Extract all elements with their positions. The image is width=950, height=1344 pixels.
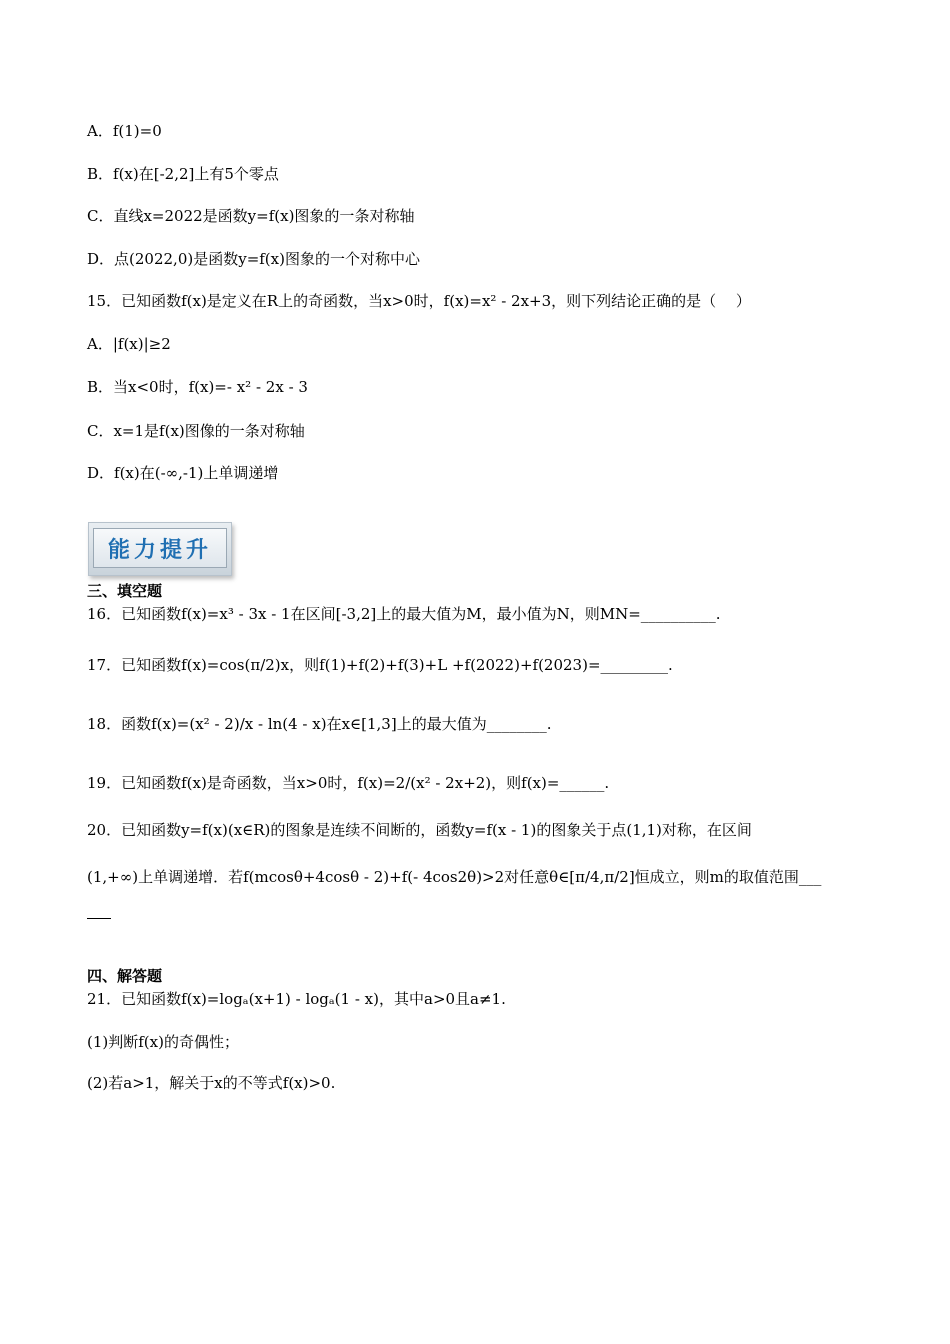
section-title-fill-in: 三、填空题: [87, 582, 163, 600]
q15-option-b: B．当x<0时，f(x)=- x² - 2x - 3: [87, 378, 308, 396]
question-18: 18．函数f(x)=(x² - 2)/x - ln(4 - x)在x∈[1,3]上的最大值为________.: [87, 715, 552, 733]
question-16: 16．已知函数f(x)=x³ - 3x - 1在区间[-3,2]上的最大值为M，最小值为N，则MN=__________.: [87, 605, 721, 623]
q14-option-c: C．直线x=2022是函数y=f(x)图象的一条对称轴: [87, 207, 415, 225]
q14-option-a: A．f(1)=0: [87, 122, 162, 140]
q14-option-d: D．点(2022,0)是函数y=f(x)图象的一个对称中心: [87, 250, 420, 268]
answer-blank-continuation: [87, 918, 111, 919]
question-21-part2: (2)若a>1，解关于x的不等式f(x)>0.: [87, 1074, 336, 1092]
section-title-answer: 四、解答题: [87, 967, 163, 985]
question-17: 17．已知函数f(x)=cos(π/2)x，则f(1)+f(2)+f(3)+L +f(2022)+f(2023)=_________.: [87, 656, 673, 674]
q15-option-c: C．x=1是f(x)图像的一条对称轴: [87, 422, 305, 440]
q15-option-a: A．|f(x)|≥2: [87, 335, 171, 353]
question-21: 21．已知函数f(x)=logₐ(x+1) - logₐ(1 - x)，其中a>0且a≠1.: [87, 990, 506, 1008]
ability-improvement-banner: [88, 522, 232, 576]
question-20-line2: (1,+∞)上单调递增．若f(mcosθ+4cosθ - 2)+f(- 4cos2θ)>2对任意θ∈[π/4,π/2]恒成立，则m的取值范围___: [87, 868, 822, 886]
question-20-line1: 20．已知函数y=f(x)(x∈R)的图象是连续不间断的，函数y=f(x - 1)的图象关于点(1,1)对称，在区间: [87, 821, 752, 839]
question-21-part1: (1)判断f(x)的奇偶性；: [87, 1033, 239, 1051]
question-19: 19．已知函数f(x)是奇函数，当x>0时，f(x)=2/(x² - 2x+2)，则f(x)=______.: [87, 774, 610, 792]
banner-label: 能力提升: [93, 528, 227, 568]
q15-stem: 15．已知函数f(x)是定义在R上的奇函数，当x>0时，f(x)=x² - 2x+3，则下列结论正确的是（ ）: [87, 292, 751, 310]
q15-option-d: D．f(x)在(-∞,-1)上单调递增: [87, 464, 279, 482]
q14-option-b: B．f(x)在[-2,2]上有5个零点: [87, 165, 279, 183]
